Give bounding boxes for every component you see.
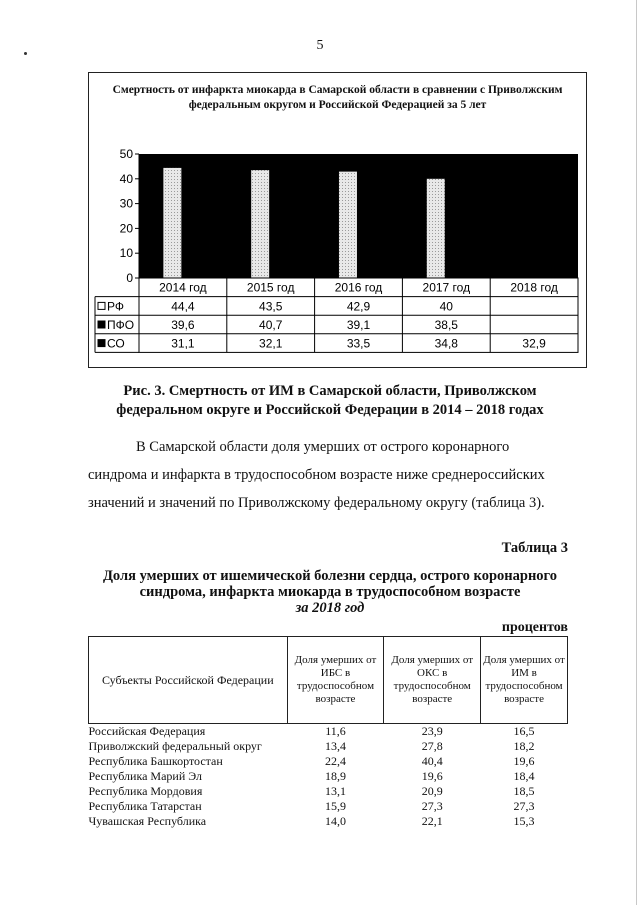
table-row	[89, 814, 568, 829]
row-value: 13,1	[324, 784, 346, 798]
table-row	[89, 724, 568, 740]
row-subject: Республика Марий Эл	[88, 769, 203, 783]
row-value: 14,0	[324, 814, 346, 828]
category-label: 2016 год	[334, 280, 383, 295]
row-subject: Республика Башкортостан	[88, 754, 223, 768]
row-value: 40,4	[421, 754, 443, 768]
row-value: 19,6	[513, 754, 535, 768]
data-label: 43,5	[259, 299, 283, 314]
row-value: 16,5	[513, 724, 535, 738]
y-tick-label: 20	[119, 221, 133, 236]
data-label: 40,7	[259, 318, 283, 332]
row-value: 18,4	[513, 769, 535, 783]
chart-title: Смертность от инфаркта миокарда в Самарской области в сравнении с Приволжским федеральным округом и Российской Федерацией за 5 лет	[112, 84, 563, 111]
bar-рф	[339, 172, 357, 278]
row-value: 23,9	[421, 724, 443, 738]
header-oks: Доля умерших от ОКС в трудоспособном возрасте	[384, 637, 481, 724]
bar-chart	[89, 73, 586, 367]
legend-label: ПФО	[107, 318, 135, 332]
table-header-row	[89, 637, 568, 724]
data-label: 40	[439, 299, 453, 314]
chart-figure	[88, 72, 587, 368]
row-value: 22,4	[324, 754, 346, 768]
caption-line-2: федеральном округе и Российской Федерации в 2014 – 2018 годах	[116, 402, 544, 418]
category-label: 2018 год	[510, 280, 558, 295]
page-edge-line	[636, 0, 637, 905]
body-paragraph	[88, 433, 586, 517]
figure-caption	[60, 382, 600, 420]
table-row	[89, 754, 568, 769]
legend-marker	[98, 340, 105, 347]
data-label: 33,5	[346, 336, 371, 351]
data-label: 44,4	[171, 299, 195, 314]
row-subject: Республика Мордовия	[88, 784, 203, 798]
data-label: 31,1	[171, 336, 195, 351]
plot-area	[139, 154, 578, 278]
table-title-line-3: за 2018 год	[295, 600, 365, 616]
table-title-line-1: Доля умерших от ишемической болезни сердца, острого коронарного	[102, 568, 558, 584]
header-ibs: Доля умерших от ИБС в трудоспособном возрасте	[287, 637, 384, 724]
row-value: 15,9	[324, 799, 346, 813]
data-label: 42,9	[346, 299, 371, 314]
paragraph-line-3: значений и значений по Приволжскому федеральному округу (таблица 3).	[88, 495, 545, 511]
table-row	[89, 784, 568, 799]
y-tick-label: 30	[119, 196, 133, 211]
legend-label: РФ	[107, 299, 124, 314]
paragraph-line-1: В Самарской области доля умерших от острого коронарного	[136, 439, 510, 455]
bar-рф	[251, 170, 269, 278]
table-body	[89, 724, 568, 830]
bar-рф	[163, 168, 181, 278]
y-tick-label: 40	[119, 171, 133, 186]
category-label: 2017 год	[422, 280, 471, 295]
table-row	[89, 799, 568, 814]
row-value: 22,1	[421, 814, 443, 828]
row-value: 18,2	[513, 739, 535, 753]
row-subject: Приволжский федеральный округ	[88, 739, 262, 753]
category-label: 2015 год	[246, 280, 295, 295]
y-tick-label: 10	[119, 246, 133, 261]
data-label: 39,6	[171, 318, 195, 332]
row-subject: Чувашская Республика	[88, 814, 207, 828]
legend-marker	[98, 302, 105, 309]
y-tick-label: 50	[119, 147, 133, 161]
data-label: 38,5	[434, 318, 458, 332]
row-subject: Республика Татарстан	[88, 799, 202, 813]
caption-line-1: Рис. 3. Смертность от ИМ в Самарской области, Приволжском	[123, 383, 537, 399]
paragraph-line-2: синдрома и инфаркта в трудоспособном возрасте ниже среднероссийских	[88, 467, 545, 483]
data-label: 32,9	[522, 336, 546, 351]
row-value: 19,6	[421, 769, 443, 783]
data-table	[88, 636, 568, 829]
header-im: Доля умерших от ИМ в трудоспособном возрасте	[481, 637, 568, 724]
header-subject: Субъекты Российской Федерации	[89, 637, 288, 724]
y-tick-label: 0	[126, 271, 133, 285]
table-row	[89, 769, 568, 784]
data-label: 32,1	[259, 336, 283, 351]
row-value: 18,5	[513, 784, 535, 798]
category-label: 2014 год	[159, 280, 207, 295]
table-label: Таблица 3	[501, 540, 568, 556]
legend-label: СО	[107, 336, 125, 351]
bar-рф	[427, 179, 445, 278]
row-value: 11,6	[325, 724, 346, 738]
page-number: 5	[316, 38, 324, 53]
table-row	[89, 739, 568, 754]
table-units: процентов	[501, 620, 568, 635]
row-value: 15,3	[513, 814, 535, 828]
row-value: 20,9	[421, 784, 443, 798]
row-value: 27,3	[421, 799, 443, 813]
row-value: 27,3	[513, 799, 535, 813]
row-value: 27,8	[421, 739, 443, 753]
data-label: 39,1	[346, 318, 371, 332]
data-label: 34,8	[434, 336, 458, 351]
row-subject: Российская Федерация	[88, 724, 206, 738]
row-value: 13,4	[324, 739, 346, 753]
table-title	[60, 568, 600, 616]
row-value: 18,9	[324, 769, 346, 783]
table-title-line-2: синдрома, инфаркта миокарда в трудоспособном возрасте	[139, 584, 521, 600]
legend-marker	[98, 321, 105, 328]
